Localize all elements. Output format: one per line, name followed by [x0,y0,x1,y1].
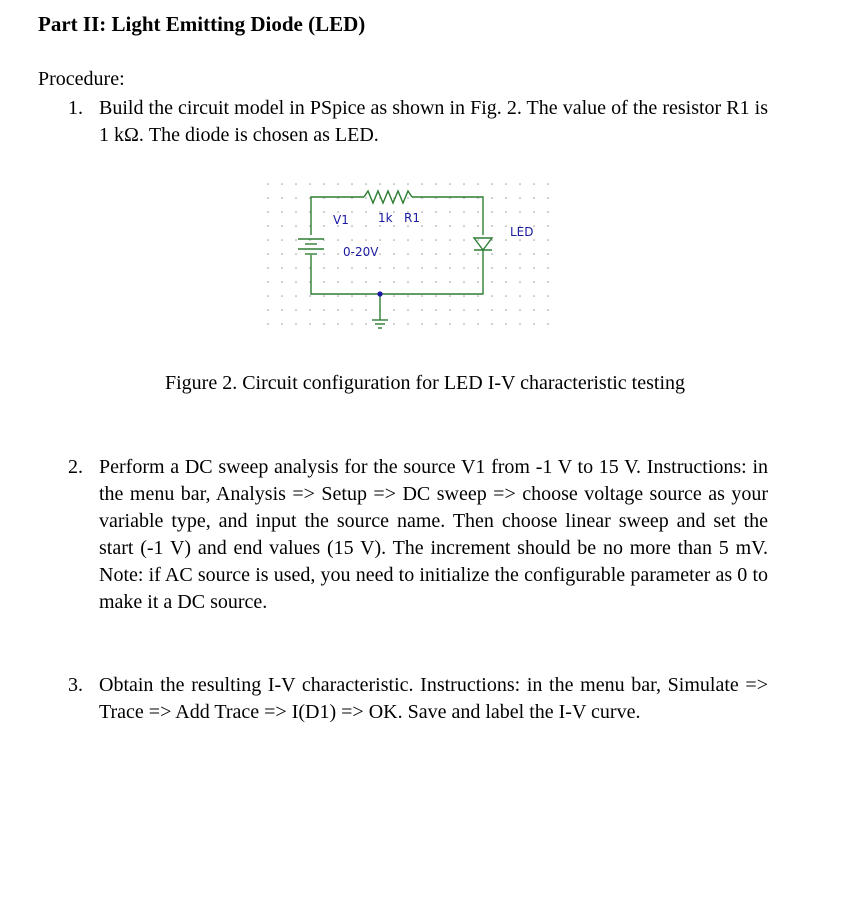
page-title: Part II: Light Emitting Diode (LED) [38,12,366,36]
circuit-schematic [262,178,562,340]
grid-dot [351,309,353,311]
grid-dot [295,183,297,185]
grid-dot [505,323,507,325]
grid-dot [365,183,367,185]
grid-dot [463,225,465,227]
grid-dot [533,211,535,213]
grid-dot [281,211,283,213]
grid-dot [421,239,423,241]
grid-dot [281,183,283,185]
grid-dot [449,253,451,255]
led-diode-symbol [474,238,492,255]
grid-dot [393,295,395,297]
grid-dot [365,309,367,311]
grid-dot [365,197,367,199]
grid-dot [491,281,493,283]
circuit-figure [262,178,562,340]
grid-dot [351,267,353,269]
grid-dot [267,309,269,311]
step-number: 3. [68,674,83,696]
grid-dot [267,267,269,269]
grid-dot [421,309,423,311]
grid-dot [435,281,437,283]
grid-dot [547,225,549,227]
grid-dot [547,323,549,325]
grid-dot [407,295,409,297]
grid-dot [519,211,521,213]
procedure-step [68,672,768,726]
grid-dot [407,253,409,255]
grid-dot [505,239,507,241]
grid-dot [533,197,535,199]
grid-dot [407,281,409,283]
grid-dot [295,281,297,283]
grid-dot [281,267,283,269]
grid-dot [421,253,423,255]
figure-caption: Figure 2. Circuit configuration for LED I-V characteristic testing [164,372,686,394]
grid-dot [267,281,269,283]
grid-dot [267,225,269,227]
grid-dot [519,323,521,325]
grid-dot [295,239,297,241]
grid-dot [365,267,367,269]
grid-dot [435,267,437,269]
grid-dot [337,281,339,283]
grid-dot [365,323,367,325]
grid-dot [435,211,437,213]
grid-dot [337,323,339,325]
grid-dot [309,295,311,297]
grid-dot [393,309,395,311]
grid-dot [505,183,507,185]
grid-dot [281,281,283,283]
grid-dot [295,253,297,255]
grid-dot [295,197,297,199]
step-number: 1. [68,97,83,119]
grid-dot [463,309,465,311]
grid-dot [295,323,297,325]
grid-dot [505,197,507,199]
grid-dot [519,309,521,311]
grid-dot [267,197,269,199]
grid-dot [351,225,353,227]
grid-dot [477,239,479,241]
grid-dot [281,239,283,241]
grid-dot [337,267,339,269]
grid-dot [295,295,297,297]
grid-dot [547,267,549,269]
grid-dot [449,239,451,241]
grid-dot [295,225,297,227]
step-text: Build the circuit model in PSpice as shown in Fig. 2. The value of the resistor R1 is 1 kΩ. The diode is chosen as LED. [99,97,768,146]
grid-dot [393,267,395,269]
grid-dot [365,211,367,213]
grid-dot [491,295,493,297]
grid-dot [547,295,549,297]
grid-dot [393,225,395,227]
grid-dot [533,267,535,269]
grid-dot [407,183,409,185]
step-text: Perform a DC sweep analysis for the source V1 from -1 V to 15 V. Instructions: in the menu bar, Analysis => Setup => DC sweep => choose voltage source as your variable type, and input the source name. Then choose linear sweep and set the start (-1 V) and end values (15 V). The increment should be no more than 5 mV. Note: if AC source is used, you need to initialize the configurable parameter as 0 to make it a DC source. [99,456,768,613]
grid-dot [477,281,479,283]
grid-dot [281,225,283,227]
grid-dot [477,225,479,227]
grid-dot [435,323,437,325]
grid-dot [337,295,339,297]
grid-dot [267,253,269,255]
grid-dot [267,211,269,213]
grid-dot [533,183,535,185]
grid-dot [351,281,353,283]
grid-dot [435,183,437,185]
grid-dot [393,183,395,185]
grid-dot [379,225,381,227]
grid-dot [365,225,367,227]
grid-dot [365,295,367,297]
grid-dot [421,323,423,325]
grid-dot [393,211,395,213]
junction-dot [377,291,382,296]
grid-dot [309,183,311,185]
grid-dot [449,281,451,283]
grid-dot [477,295,479,297]
grid-dot [281,253,283,255]
grid-dot [365,239,367,241]
grid-dot [379,239,381,241]
grid-dot [547,197,549,199]
grid-dot [463,239,465,241]
grid-dot [491,225,493,227]
grid-dot [337,183,339,185]
procedure-heading: Procedure: [38,68,125,90]
grid-dot [435,295,437,297]
grid-dot [407,323,409,325]
grid-dot [477,267,479,269]
grid-dot [351,239,353,241]
grid-dot [421,183,423,185]
grid-dot [463,295,465,297]
grid-dot [463,253,465,255]
grid-dot [379,183,381,185]
grid-dot [449,295,451,297]
grid-dot [547,183,549,185]
procedure-step [68,454,768,616]
step-text: Obtain the resulting I-V characteristic. Instructions: in the menu bar, Simulate => Trace => Add Trace => I(D1) => OK. Save and label the I-V curve. [99,674,768,723]
grid-dot [281,309,283,311]
grid-dot [351,323,353,325]
grid-dot [505,295,507,297]
grid-dot [463,281,465,283]
grid-dot [505,225,507,227]
grid-dot [449,267,451,269]
grid-dot [491,211,493,213]
grid-dot [295,309,297,311]
grid-dot [435,239,437,241]
grid-dot [407,225,409,227]
grid-dot [393,253,395,255]
grid-dot [477,309,479,311]
grid-dot [477,211,479,213]
grid-dot [505,211,507,213]
grid-dot [267,323,269,325]
grid-dot [379,253,381,255]
grid-dot [323,225,325,227]
grid-dot [463,323,465,325]
grid-dot [519,281,521,283]
grid-dot [519,183,521,185]
grid-dot [519,253,521,255]
grid-dot [449,323,451,325]
diode-name-label: LED [510,225,534,239]
grid-dot [407,267,409,269]
grid-dot [533,323,535,325]
grid-dot [267,183,269,185]
grid-dot [421,267,423,269]
voltage-source-symbol [298,239,324,254]
source-value-label: 0-20V [343,245,379,259]
procedure-step [68,95,768,149]
grid-dot [337,253,339,255]
grid-dot [505,281,507,283]
grid-dot [533,253,535,255]
grid-dot [351,211,353,213]
grid-dot [323,295,325,297]
grid-dot [491,197,493,199]
grid-dot [323,281,325,283]
grid-dot [281,197,283,199]
grid-dot [533,239,535,241]
grid-dot [295,267,297,269]
resistor-value-label: 1k [378,211,393,225]
grid-dot [351,295,353,297]
grid-dot [463,183,465,185]
grid-dot [323,183,325,185]
grid-dot [449,309,451,311]
grid-dot [477,253,479,255]
ground-symbol [372,320,388,328]
grid-dot [463,211,465,213]
grid-dot [547,281,549,283]
grid-dot [379,281,381,283]
grid-dot [547,253,549,255]
grid-dot [547,239,549,241]
grid-dot [449,225,451,227]
grid-dot [393,281,395,283]
source-name-label: V1 [333,213,349,227]
grid-dot [505,267,507,269]
grid-dot [323,309,325,311]
grid-dot [519,267,521,269]
grid-dot [491,183,493,185]
grid-dot [421,211,423,213]
grid-dot [547,211,549,213]
grid-dot [519,295,521,297]
grid-dot [491,253,493,255]
grid-dot [477,183,479,185]
grid-dot [491,267,493,269]
grid-dot [337,309,339,311]
grid-dot [519,239,521,241]
grid-dot [435,225,437,227]
grid-dot [505,309,507,311]
grid-dot [449,183,451,185]
grid-dot [407,197,409,199]
grid-dot [295,211,297,213]
resistor-symbol [364,191,412,203]
grid-dot [547,309,549,311]
grid-dot [463,267,465,269]
grid-dot [337,239,339,241]
grid-dot [309,323,311,325]
grid-dot [281,295,283,297]
grid-dot [477,323,479,325]
grid-dot [267,295,269,297]
grid-dot [449,211,451,213]
grid-dot [533,295,535,297]
grid-dot [519,197,521,199]
grid-dot [393,239,395,241]
grid-dot [309,309,311,311]
grid-dot [421,281,423,283]
grid-dot [407,239,409,241]
grid-dot [281,323,283,325]
grid-dot [351,183,353,185]
grid-dot [365,281,367,283]
grid-dot [491,309,493,311]
grid-dot [491,323,493,325]
step-number: 2. [68,456,83,478]
grid-dot [323,323,325,325]
grid-dot [421,225,423,227]
grid-dot [533,281,535,283]
grid-dot [407,309,409,311]
grid-dot [267,239,269,241]
grid-dot [505,253,507,255]
grid-dot [533,309,535,311]
grid-dot [393,323,395,325]
grid-dot [323,211,325,213]
grid-dot [323,253,325,255]
grid-dot [421,295,423,297]
grid-dot [323,267,325,269]
grid-dot [379,267,381,269]
grid-dot [435,253,437,255]
resistor-name-label: R1 [404,211,420,225]
grid-dot [435,309,437,311]
